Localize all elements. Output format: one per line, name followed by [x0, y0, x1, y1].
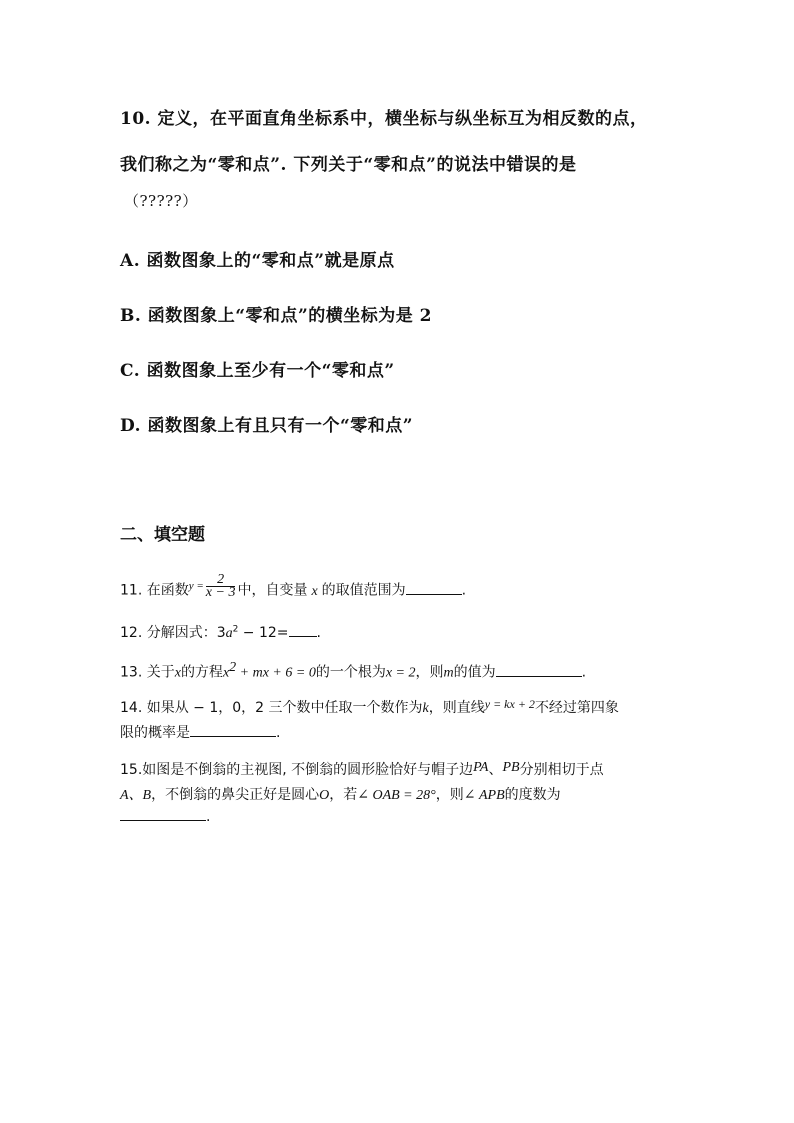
q15-line-2	[120, 784, 561, 804]
q15-line1a: 15.如图是不倒翁的主视图, 不倒翁的圆形脸恰好与帽子边	[120, 762, 474, 778]
q15-pa: PA	[473, 760, 489, 775]
q11-var: x	[311, 583, 318, 599]
section-title: 二、填空题	[120, 525, 205, 545]
q12-end: .	[316, 625, 321, 641]
q12-blank[interactable]	[289, 622, 317, 637]
q10-option-c: C. 函数图象上至少有一个“零和点”	[120, 361, 395, 381]
q11-blank[interactable]	[406, 580, 462, 595]
q13-eq-b: + mx + 6 = 0	[236, 665, 316, 681]
q15-line2c: ，若	[329, 787, 358, 803]
q15-ab: A、B	[120, 788, 152, 803]
q13-mid2: 的一个根为	[315, 664, 386, 681]
q11-frac-den: x − 3	[205, 585, 236, 600]
q13-var-x: x	[174, 665, 181, 681]
q15-o: O	[319, 788, 330, 803]
q15-line-3	[120, 806, 210, 825]
q15-line-1	[120, 759, 604, 779]
q14-mid: ，则直线	[428, 700, 485, 716]
q14-line-eq: y = kx + 2	[484, 697, 535, 711]
q13-end: .	[581, 664, 587, 681]
q11-mid: 中，自变量	[237, 582, 308, 599]
q12-exp: 2	[232, 624, 239, 635]
q15-angle1: ∠ OAB = 28°	[357, 788, 436, 803]
q15-end: .	[206, 809, 211, 825]
q15-blank[interactable]	[120, 806, 206, 821]
q11-end: .	[461, 582, 467, 599]
q12-prefix: 12. 分解因式：3	[120, 625, 226, 641]
q12	[120, 622, 321, 642]
q13-mid1: 的方程	[180, 664, 223, 681]
q11-frac-num: 2	[206, 574, 236, 587]
q13-prefix: 13. 关于	[120, 664, 175, 681]
q10-line-2: 我们称之为“零和点”. 下列关于“零和点”的说法中错误的是	[120, 155, 577, 175]
q15-line1b: 分别相切于点	[519, 762, 604, 778]
q10-option-a: A. 函数图象上的“零和点”就是原点	[120, 251, 395, 271]
q11-y-eq: y =	[188, 579, 204, 592]
q14-var-k: k	[422, 701, 429, 716]
q13-root: x = 2	[385, 665, 416, 681]
q13-var-m: m	[443, 665, 454, 681]
q11-suffix: 的取值范围为	[321, 582, 406, 599]
q15-angle2: ∠ APB	[463, 788, 505, 803]
q13-eq-exp: 2	[229, 660, 237, 675]
q11	[120, 572, 467, 603]
q13-eq-a: x	[222, 665, 230, 681]
q14-line-1	[120, 697, 619, 717]
q14-suffix: 不经过第四象	[534, 700, 619, 716]
q13-suffix: 的值为	[453, 664, 496, 681]
q11-fraction	[206, 574, 236, 599]
q13-blank[interactable]	[496, 662, 582, 677]
q15-line2b: ，不倒翁的鼻尖正好是圆心	[151, 787, 320, 803]
q12-rest: − 12=	[238, 625, 289, 641]
q14-end: .	[276, 725, 281, 741]
q14-line-2	[120, 722, 280, 742]
q15-sep: 、	[488, 762, 503, 778]
q15-pb: PB	[502, 760, 520, 775]
q14-blank[interactable]	[190, 722, 276, 737]
q10-option-d: D. 函数图象上有且只有一个“零和点”	[120, 416, 414, 436]
q10-answer-parens: （?????）	[124, 192, 198, 210]
q15-line2d: ，则	[435, 787, 464, 803]
q12-var: a	[225, 626, 233, 641]
q10-option-b: B. 函数图象上“零和点”的横坐标为是 2	[120, 306, 433, 326]
q13-mid3: ，则	[415, 664, 444, 681]
q15-line2e: 的度数为	[504, 787, 561, 803]
q14-prefix: 14. 如果从 − 1，0，2 三个数中任取一个数作为	[120, 700, 423, 716]
q10-line-1: 10. 定义，在平面直角坐标系中，横坐标与纵坐标互为相反数的点，	[120, 109, 648, 129]
q11-prefix: 11. 在函数	[120, 582, 189, 599]
q13	[120, 660, 586, 682]
q14-line2: 限的概率是	[120, 725, 190, 741]
